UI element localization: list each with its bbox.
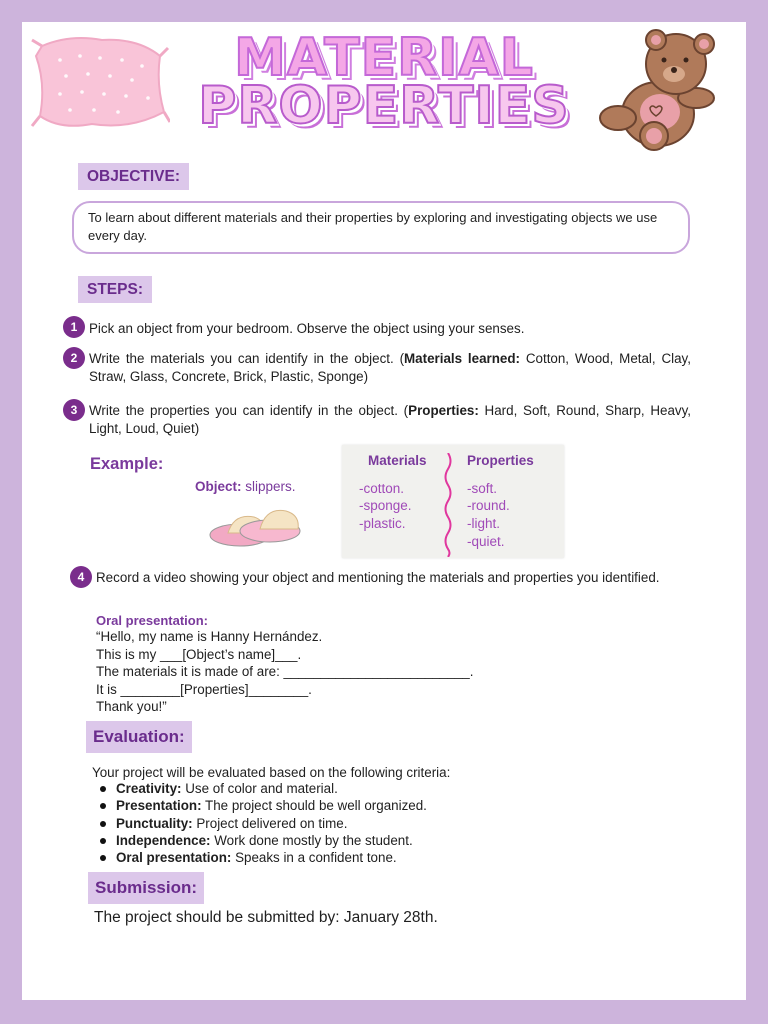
slippers-icon bbox=[206, 503, 306, 549]
criterion-item: Independence: Work done mostly by the student. bbox=[100, 833, 413, 848]
objective-box bbox=[72, 201, 690, 254]
objective-text: To learn about different materials and their properties by exploring and investigating objects we use every day. bbox=[88, 210, 658, 243]
oral-line: “Hello, my name is Hanny Hernández. bbox=[96, 629, 323, 644]
submission-heading: Submission: bbox=[88, 872, 204, 904]
property-item: -quiet. bbox=[467, 534, 505, 549]
example-object: Object: slippers. bbox=[195, 479, 296, 494]
wavy-divider bbox=[442, 453, 454, 557]
evaluation-intro: Your project will be evaluated based on the following criteria: bbox=[92, 765, 451, 780]
example-heading: Example: bbox=[90, 455, 164, 473]
oral-line: This is my ___[Object’s name]___. bbox=[96, 647, 302, 662]
criterion-item: Presentation: The project should be well organized. bbox=[100, 798, 427, 813]
material-item: -cotton. bbox=[359, 481, 405, 496]
materials-learned-label: Materials learned: bbox=[404, 351, 521, 366]
step-3-text: Write the properties you can identify in the object. (Properties: Hard, Soft, Round, Sharp, Heavy, Light, Loud, Quiet) bbox=[89, 403, 692, 436]
step-1-text: Pick an object from your bedroom. Observe the object using your senses. bbox=[89, 321, 525, 336]
step-4-text: Record a video showing your object and mentioning the materials and properties you identified. bbox=[96, 570, 660, 585]
oral-presentation-heading: Oral presentation: bbox=[96, 613, 208, 628]
properties-column-header: Properties bbox=[467, 453, 534, 468]
step-2-number: 2 bbox=[63, 347, 85, 369]
materials-column-header: Materials bbox=[368, 453, 427, 468]
title-line-1: MATERIAL bbox=[234, 28, 534, 88]
property-item: -round. bbox=[467, 498, 510, 513]
step-2-text: Write the materials you can identify in the object. (Materials learned: Cotton, Wood, Metal, Clay, Straw, Glass, Concrete, Brick, Plastic, Sponge) bbox=[89, 351, 691, 384]
step-3-number: 3 bbox=[63, 399, 85, 421]
submission-text: The project should be submitted by: January 28th. bbox=[94, 909, 438, 926]
objective-heading: OBJECTIVE: bbox=[78, 163, 189, 190]
properties-label: Properties: bbox=[408, 403, 479, 418]
criterion-item: Oral presentation: Speaks in a confident tone. bbox=[100, 850, 397, 865]
example-table bbox=[342, 445, 564, 558]
material-item: -plastic. bbox=[359, 516, 406, 531]
evaluation-heading: Evaluation: bbox=[86, 721, 192, 753]
criterion-item: Punctuality: Project delivered on time. bbox=[100, 816, 347, 831]
property-item: -light. bbox=[467, 516, 501, 531]
oral-line: The materials it is made of are: _________________________. bbox=[96, 664, 474, 679]
step-4-number: 4 bbox=[70, 566, 92, 588]
oral-line: Thank you!” bbox=[96, 699, 167, 714]
oral-line: It is ________[Properties]________. bbox=[96, 682, 312, 697]
criterion-item: Creativity: Use of color and material. bbox=[100, 781, 338, 796]
property-item: -soft. bbox=[467, 481, 498, 496]
steps-heading: STEPS: bbox=[78, 276, 152, 303]
step-1-number: 1 bbox=[63, 316, 85, 338]
material-item: -sponge. bbox=[359, 498, 412, 513]
title-line-2: PROPERTIES bbox=[198, 76, 570, 136]
